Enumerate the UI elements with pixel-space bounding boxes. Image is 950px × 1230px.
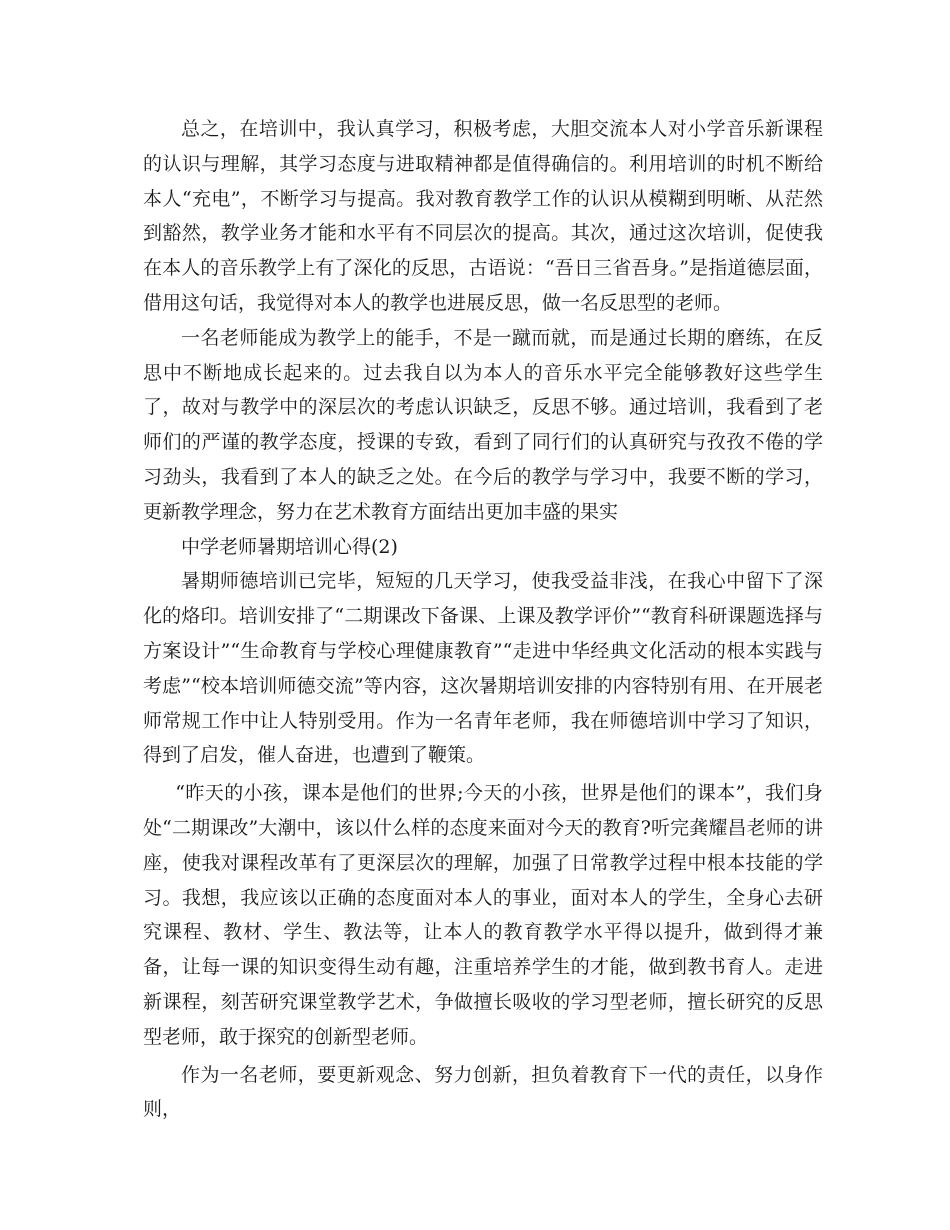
document-body — [143, 112, 823, 1127]
paragraph-training-overview: 暑期师德培训已完毕，短短的几天学习，使我受益非浅，在我心中留下了深化的烙印。培训安排了“二期课改下备课、上课及教学评价”“教育科研课题选择与方案设计”“生命教育与学校心理健康教育”“走进中华经典文化活动的根本实践与考虑”“校本培训师德交流”等内容，这次暑期培训安排的内容特别有用、在开展老师常规工作中让人特别受用。作为一名青年老师，我在师德培训中学习了知识，得到了启发，催人奋进，也遭到了鞭策。 — [143, 570, 823, 767]
paragraph-curriculum-reform: “昨天的小孩，课本是他们的世界;今天的小孩，世界是他们的课本”，我们身处“二期课改”大潮中，该以什么样的态度来面对今天的教育?听完龚耀昌老师的讲座，使我对课程改革有了更深层次的理解，加强了日常教学过程中根本技能的学习。我想，我应该以正确的态度面对本人的事业，面对本人的学生，全身心去研究课程、教材、学生、教法等，让本人的教育教学水平得以提升，做到得才兼备，让每一课的知识变得生动有趣，注重培养学生的才能，做到教书育人。走进新课程，刻苦研究课堂教学艺术，争做擅长吸收的学习型老师，擅长研究的反思型老师，敢于探究的创新型老师。 — [143, 782, 823, 1048]
paragraph-summary: 总之，在培训中，我认真学习，积极考虑，大胆交流本人对小学音乐新课程的认识与理解，其学习态度与进取精神都是值得确信的。利用培训的时机不断给本人“充电”，不断学习与提高。我对教育教学工作的认识从模糊到明晰、从茫然到豁然，教学业务才能和水平有不同层次的提高。其次，通过这次培训，促使我在本人的音乐教学上有了深化的反思，古语说：“吾日三省吾身。”是指道德层面，借用这句话，我觉得对本人的教学也进展反思，做一名反思型的老师。 — [143, 118, 823, 314]
paragraph-teacher-role: 作为一名老师，要更新观念、努力创新，担负着教育下一代的责任，以身作则， — [143, 1063, 823, 1121]
paragraph-reflection: 一名老师能成为教学上的能手，不是一蹴而就，而是通过长期的磨练，在反思中不断地成长起来的。过去我自以为本人的音乐水平完全能够教好这些学生了，故对与教学中的深层次的考虑认识缺乏，反思不够。通过培训，我看到了老师们的严谨的教学态度，授课的专致，看到了同行们的认真研究与孜孜不倦的学习劲头，我看到了本人的缺乏之处。在今后的教学与学习中，我要不断的学习，更新教学理念，努力在艺术教育方面结出更加丰盛的果实 — [143, 326, 823, 523]
section-heading: 中学老师暑期培训心得(2) — [181, 535, 398, 558]
